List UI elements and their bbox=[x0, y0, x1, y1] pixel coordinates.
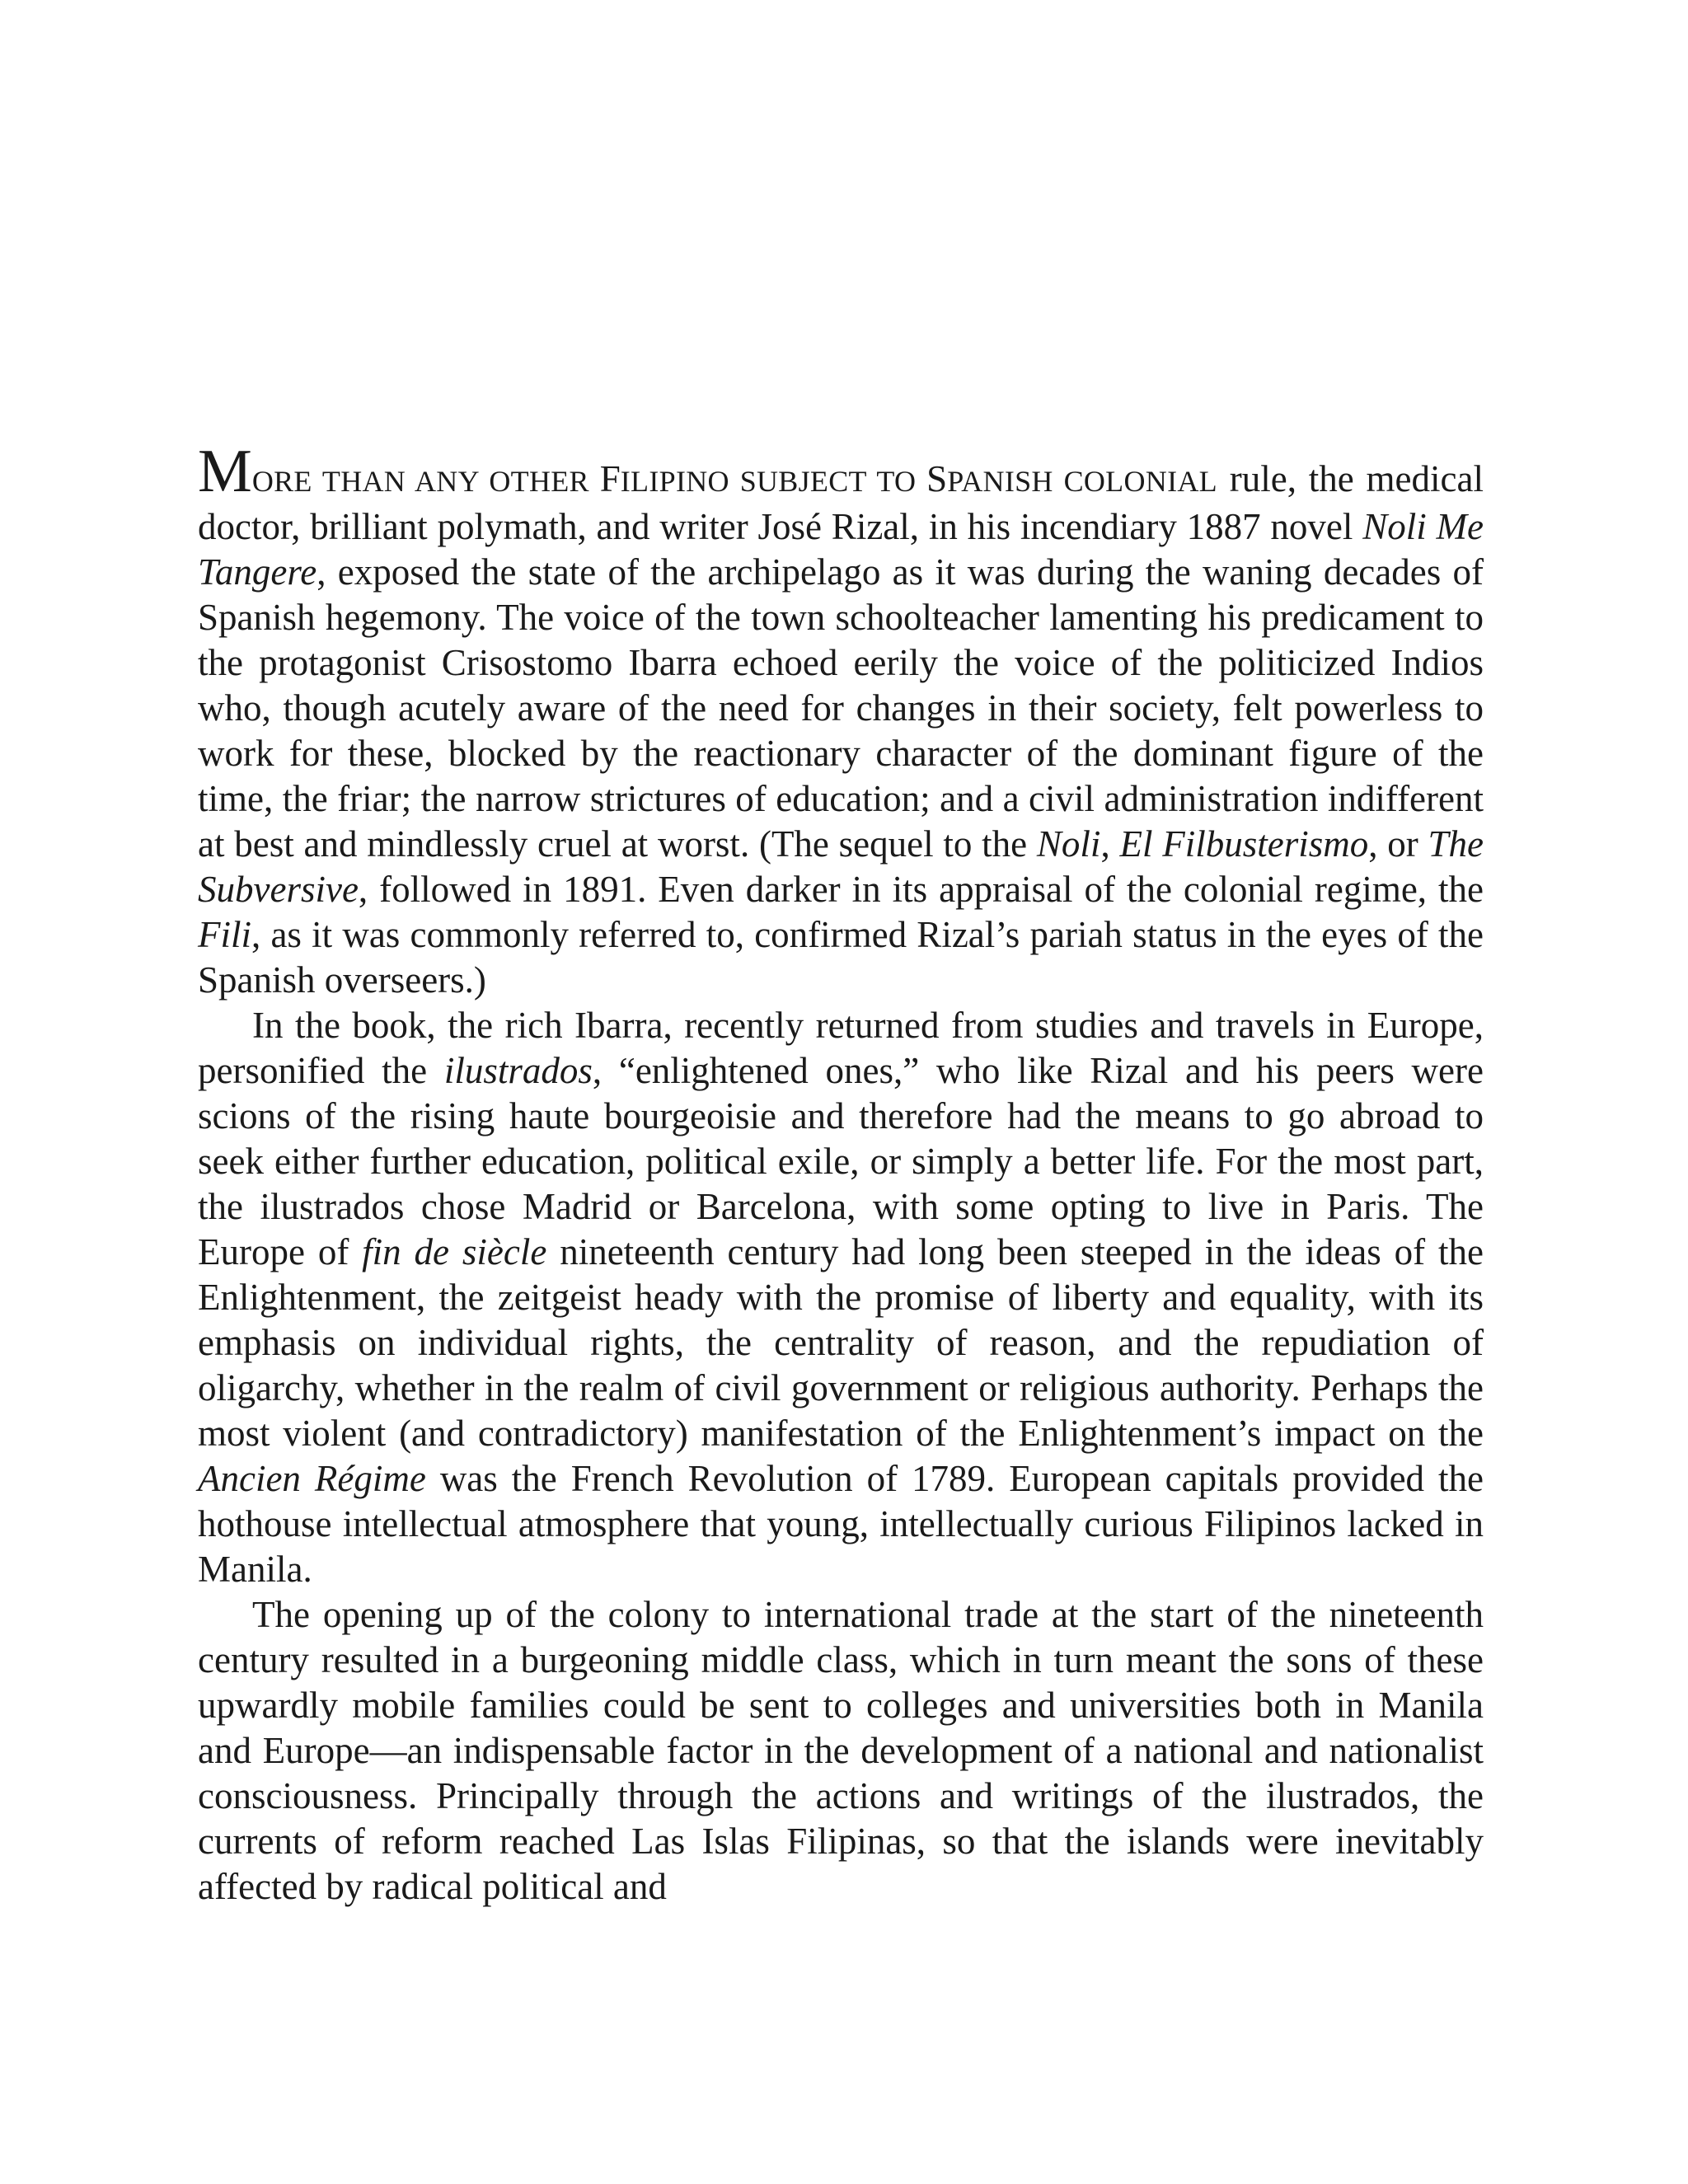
text-run: , “enlightened ones,” who like Rizal and his peers were scions of the rising haute bourgeoisie and therefore had the means to go abroad to seek either further education, political exile, or simply a better life. For the most part, the ilustrados chose Madrid or Barcelona, with some opting to live in Paris. The Europe of bbox=[198, 1050, 1484, 1272]
italic-title: The Subversive bbox=[198, 823, 1484, 910]
text-run: , bbox=[1100, 823, 1120, 865]
drop-cap: M bbox=[198, 438, 252, 505]
italic-term: ilustrados bbox=[443, 1050, 593, 1091]
italic-title: Fili bbox=[198, 914, 251, 955]
smallcaps-run: ILIPINO SUBJECT TO bbox=[620, 465, 927, 498]
text-run: , as it was commonly referred to, confirmed Rizal’s pariah status in the eyes of the Spanish overseers.) bbox=[198, 914, 1484, 1001]
italic-term: fin de siècle bbox=[362, 1231, 547, 1272]
paragraph-1 bbox=[198, 438, 1484, 1003]
text-run: nineteenth century had long been steeped in the ideas of the Enlightenment, the zeitgeist heady with the promise of liberty and equality, with its emphasis on individual rights, the centrality of reason, and the repudiation of oligarchy, whether in the realm of civil government or religious authority. Perhaps the most violent (and contradictory) manifestation of the Enlightenment’s impact on the bbox=[198, 1231, 1484, 1454]
text-run: , exposed the state of the archipelago as it was during the waning decades of Spanish hegemony. The voice of the town schoolteacher lamenting his predicament to the protagonist Crisostomo Ibarra echoed eerily the voice of the politicized Indios who, though acutely aware of the need for changes in their society, felt powerless to work for these, blocked by the reactionary character of the dominant figure of the time, the friar; the narrow strictures of education; and a civil administration indifferent at best and mindlessly cruel at worst. (The sequel to the bbox=[198, 551, 1484, 865]
body-text bbox=[198, 438, 1484, 1910]
text-run: In the book, the rich Ibarra, recently returned from studies and travels in Europe, personified the bbox=[198, 1005, 1484, 1091]
text-run: The opening up of the colony to international trade at the start of the nineteenth century resulted in a burgeoning middle class, which in turn meant the sons of these upwardly mobile families could be sent to colleges and universities both in Manila and Europe—an indispensable factor in the development of a national and nationalist consciousness. Principally through the actions and writings of the ilustrados, the currents of reform reached Las Islas Filipinas, so that the islands were inevitably affected by radical political and bbox=[198, 1594, 1484, 1907]
smallcaps-run: ORE THAN ANY OTHER bbox=[251, 465, 600, 498]
text-run: , followed in 1891. Even darker in its appraisal of the colonial regime, the bbox=[358, 869, 1484, 910]
italic-title: El Filbusterismo bbox=[1119, 823, 1369, 865]
italic-title: Noli bbox=[1036, 823, 1101, 865]
paragraph-3 bbox=[198, 1592, 1484, 1910]
italic-title: Noli Me Tangere bbox=[198, 506, 1484, 593]
paragraph-2 bbox=[198, 1003, 1484, 1592]
text-run: , or bbox=[1368, 823, 1428, 865]
text-run: rule, the medical doctor, brilliant polymath, and writer José Rizal, in his incendiary 1887 novel bbox=[198, 458, 1484, 547]
smallcaps-run: PANISH COLONIAL bbox=[947, 465, 1217, 498]
italic-term: Ancien Régime bbox=[198, 1458, 426, 1499]
smallcaps-capital: S bbox=[926, 458, 948, 499]
smallcaps-capital: F bbox=[599, 458, 621, 499]
text-run: was the French Revolution of 1789. European capitals provided the hothouse intellectual atmosphere that young, intellectually curious Filipinos lacked in Manila. bbox=[198, 1458, 1484, 1590]
